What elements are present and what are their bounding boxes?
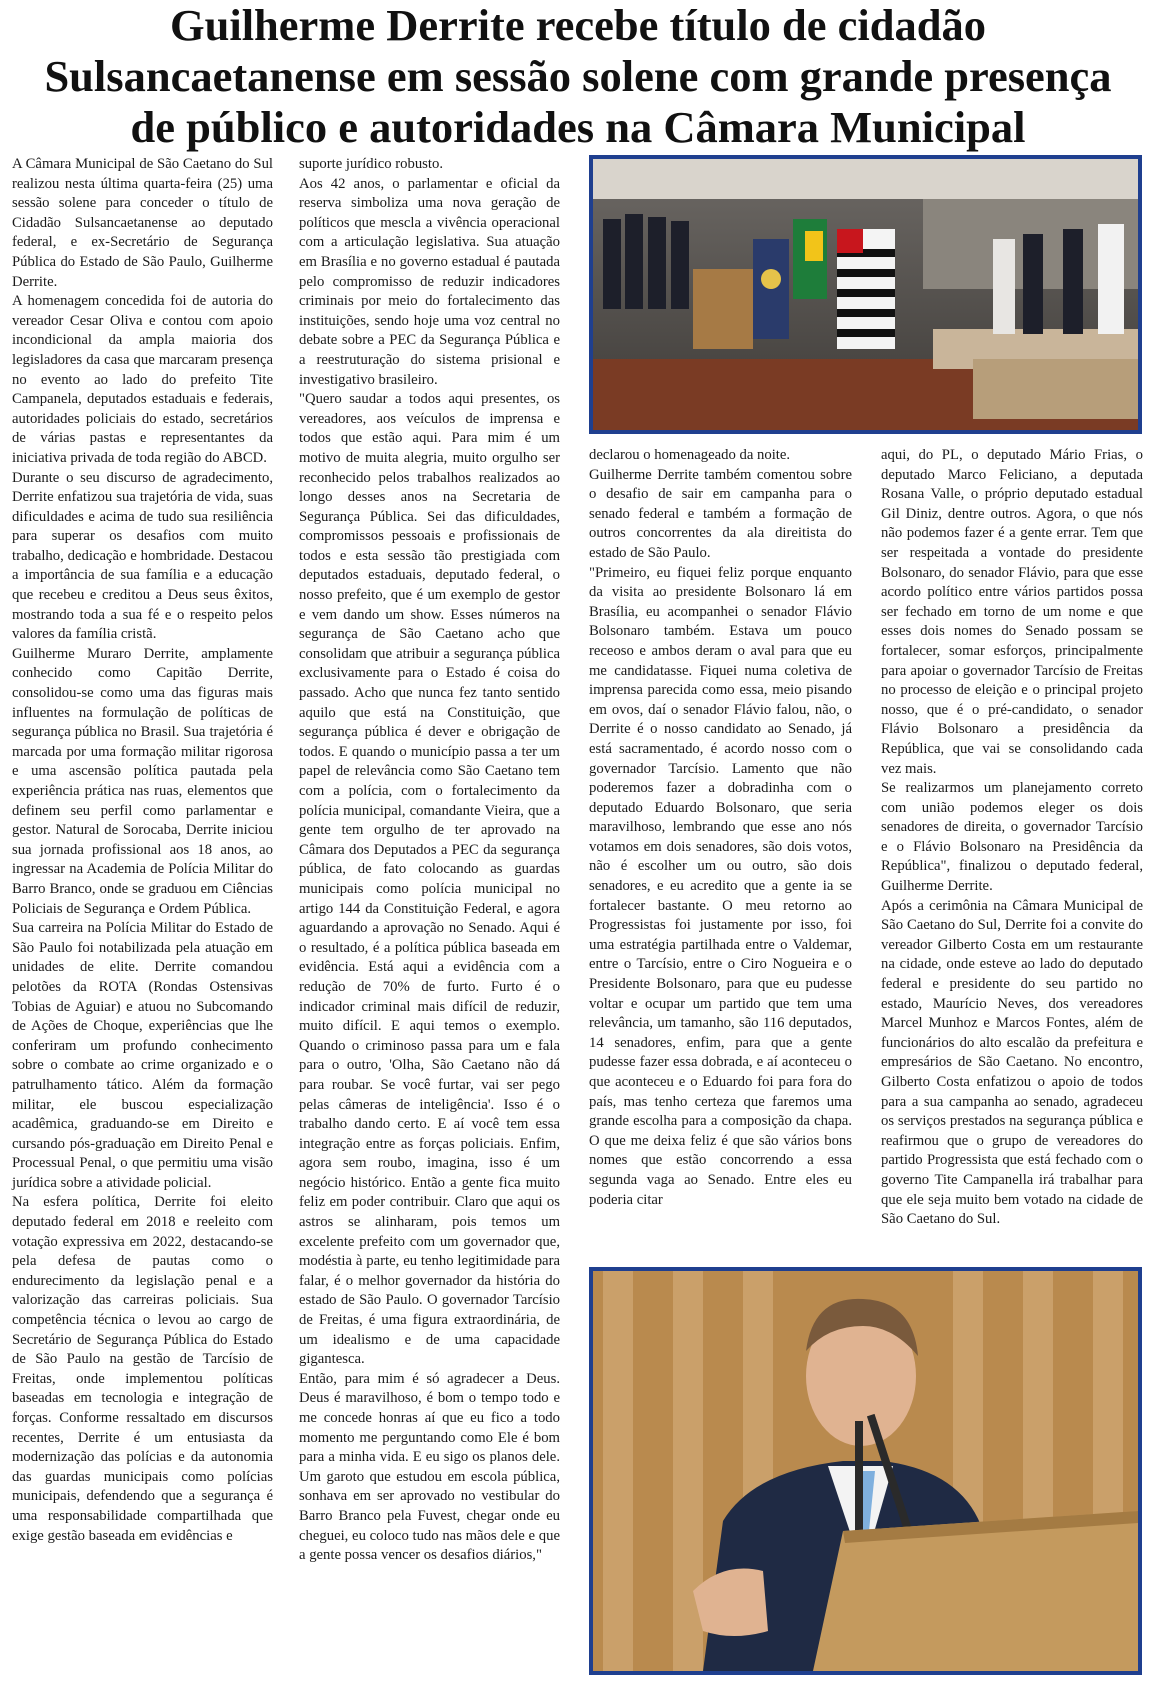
paragraph: Durante o seu discurso de agradecimento, Derrite enfatizou sua trajetória de vida, suas dificuldades e acima de tudo sua resiliência para superar os desafios com muito trabalho, dedicação e hombridade. Destacou a importância de sua família e a educação que recebeu e creditou a Deus seus êxitos, mostrando toda a sua fé e o respeito pelos valores da família cristã. (12, 469, 273, 643)
paragraph: Então, para mim é só agradecer a Deus. Deus é maravilhoso, é bom o tempo todo e me concede honras aí que eu fico a todo momento me perguntando como Ele é bom para a minha vida. E eu sigo os planos dele. Um garoto que estudou em escola pública, sonhava em ser aprovado no vestibular do Barro Branco pela Fuvest, chegar onde eu cheguei, eu coloco tudo nas mãos dele e que a gente possa vencer os desafios diários," (299, 1370, 560, 1564)
paragraph: aqui, do PL, o deputado Mário Frias, o deputado Marco Feliciano, a deputada Rosana Valle, o próprio deputado estadual Gil Diniz, dentre outros. Agora, o que nós não podemos fazer é a gente errar. Tem que ser respeitada a vontade do presidente Bolsonaro, do senador Flávio, para que esse acordo político entre vários partidos possa ser fechado em torno de um nome e que esses dois nomes do Senado possam se fortalecer, somar esforços, principalmente para apoiar o governador Tarcísio de Freitas no processo de eleição e o principal projeto nosso, que é o pré-candidato, o senador Flávio Bolsonaro a presidência da República, que vai se consolidando cada vez mais. (881, 447, 1143, 777)
paragraph: "Quero saudar a todos aqui presentes, os vereadores, aos veículos de imprensa e todos que estão aqui. Para mim é um motivo de muita alegria, muito orgulho ser reconhecido pelos trabalhos realizados ao longo desses anos na Secretaria de Segurança Pública. Sei das dificuldades, compromissos pessoais e profissionais de todos e esta sessão tão prestigiada com deputados estaduais, deputado federal, o nosso prefeito, que é um exemplo de gestor e vem dando um show. Esses números na segurança de São Caetano acho que consolidam que atribuir a segurança pública exclusivamente para o Estado é coisa do passado. Acho que nunca fez tanto sentido aquilo que está na Constituição, que segurança pública é dever e obrigação de todos. E quando o município passa a ter um papel de relevância como São Caetano tem com a polícia, com o fortalecimento da polícia municipal, comandante Vieira, que a gente tem orgulho de ter aprovado na Câmara dos Deputados a PEC da segurança pública, de fato colocando as guardas municipais como polícia municipal no artigo 144 da Constituição Federal, e agora aguardando a aprovação no Senado. Aqui é o resultado, é a política pública baseada em evidência. Está aqui a evidência com a redução de 70% de furto. Furto é o indicador criminal mais difícil de reduzir, muito difícil. E aqui temos o exemplo. Quando o criminoso passa para um e fala para o outro, 'Olha, São Caetano não dá para roubar. Se você furtar, vai ser pego pelas câmeras de inteligência'. Isso é o trabalho dando certo. E aí você tem essa integração entre as forças policiais. Enfim, agora sem roubo, imagina, isso é um negócio histórico. Então a gente fica muito feliz em poder contribuir. Claro que aqui os astros se alinharam, pois temos um excelente prefeito com um governador que, modéstia à parte, eu tenho legitimidade para falar, é o melhor governador da história do estado de São Paulo. O governador Tarcísio de Freitas, é uma figura extraordinária, de um idealismo e de uma capacidade gigantesca. (299, 391, 560, 1368)
headline-line-1: Guilherme Derrite recebe título de cidadão (169, 0, 987, 50)
article-column-4 (881, 446, 1143, 1230)
paragraph: Guilherme Muraro Derrite, amplamente conhecido como Capitão Derrite, consolidou-se como uma das figuras mais influentes na formulação de políticas de segurança pública no Brasil. Sua trajetória é marcada por uma formação militar rigorosa e uma ascensão política pautada pela experiência prática nas ruas, elementos que definem seu perfil como parlamentar e gestor. Natural de Sorocaba, Derrite iniciou sua jornada profissional aos 18 anos, ao ingressar na Academia de Polícia Militar do Barro Branco, onde se graduou em Ciências Policiais de Segurança e Ordem Pública. (12, 645, 273, 917)
paragraph: suporte jurídico robusto. (299, 156, 443, 172)
article-column-2 (299, 155, 560, 1566)
paragraph: Aos 42 anos, o parlamentar e oficial da reserva simboliza uma nova geração de políticos que mescla a vivência operacional com a articulação legislativa. Sua atuação em Brasília e no governo estadual é pautada pelo compromisso de reduzir indicadores criminais por meio do fortalecimento das instituições, sendo hoje uma voz central no debate sobre a PEC da Segurança Pública e a reestruturação do sistema prisional e investigativo brasileiro. (299, 175, 560, 388)
speaker-photo (589, 1267, 1142, 1675)
paragraph: Se realizarmos um planejamento correto com união podemos eleger os dois senadores de direita, o governador Tarcísio e o Flávio Bolsonaro na Presidência da República", finalizou o deputado federal, Guilherme Derrite. (881, 780, 1143, 895)
headline-line-2: Sulsancaetanense em sessão solene com grande presença (44, 51, 1112, 101)
paragraph: A homenagem concedida foi de autoria do vereador Cesar Oliva e contou com apoio incondicional da ampla maioria dos legisladores da casa que marcaram presença no evento ao lado do prefeito Tite Campanela, deputados estaduais e federais, autoridades policiais do estado, secretários de várias pastas e representantes da iniciativa privada de toda região do ABCD. (12, 293, 273, 466)
session-photo (589, 155, 1142, 434)
paragraph: Na esfera política, Derrite foi eleito deputado federal em 2018 e reeleito com votação expressiva em 2022, destacando-se pela defesa de pautas como o endurecimento da legislação penal e a valorização das carreiras policiais. Sua competência técnica o levou ao cargo de Secretário de Segurança Pública do Estado de São Paulo na gestão de Tarcísio de Freitas, onde implementou políticas baseadas em tecnologia e integração de forças. Conforme ressaltado em discursos recentes, Derrite é um entusiasta da modernização das polícias e da autonomia das guardas municipais como polícias municipais, defendendo que a segurança é uma responsabilidade compartilhada que exige gestão baseada em evidências e (12, 1194, 273, 1544)
article-column-1 (12, 155, 273, 1546)
paragraph: Após a cerimônia na Câmara Municipal de São Caetano do Sul, Derrite foi a convite do vereador Gilberto Costa em um restaurante na cidade, onde esteve ao lado do deputado federal e presidente do seu partido no estado, Maurício Neves, dos vereadores Marcel Munhoz e Marcos Fontes, além de funcionários do alto escalão da prefeitura e empresários de São Caetano. No encontro, Gilberto Costa enfatizou o apoio de todos para a sua campanha ao senado, agradeceu os serviços prestados na segurança pública e reafirmou que o grupo de vereadores do partido Progressista que está fechado com o governo Tite Campanella irá trabalhar para que ele seja muito bem votado na cidade de São Caetano do Sul. (881, 897, 1143, 1228)
paragraph: Guilherme Derrite também comentou sobre o desafio de sair em campanha para o senado federal e também a formação de outros concorrentes da ala direitista do estado de São Paulo. (589, 466, 852, 561)
chamber-session-image (593, 159, 1138, 430)
headline-line-3: de público e autoridades na Câmara Municipal (130, 102, 1026, 152)
derrite-speaking-image (593, 1271, 1138, 1671)
paragraph: A Câmara Municipal de São Caetano do Sul realizou nesta última quarta-feira (25) uma sessão solene para conceder o título de Cidadão Sulsancaetanense ao deputado federal, e ex-Secretário de Segurança Pública do Estado de São Paulo, Guilherme Derrite. (12, 156, 273, 290)
article-column-3 (589, 446, 852, 1210)
paragraph: declarou o homenageado da noite. (589, 447, 791, 463)
headline (10, 0, 1146, 153)
paragraph: Sua carreira na Polícia Militar do Estado de São Paulo foi notabilizada pela atuação em unidades de elite. Derrite comandou pelotões da ROTA (Rondas Ostensivas Tobias de Aguiar) e atuou no Subcomando de Ações de Choque, experiências que lhe conferiram um profundo conhecimento sobre o combate ao crime organizado e o patrulhamento tático. Além da formação militar, ele buscou especialização acadêmica, graduando-se em Direito e cursando pós-graduação em Direito Penal e Processual Penal, o que permitiu uma visão jurídica sobre a atividade policial. (12, 920, 273, 1191)
paragraph: "Primeiro, eu fiquei feliz porque enquanto da visita ao presidente Bolsonaro lá em Brasília, eu acompanhei o senador Flávio Bolsonaro também. Estava um pouco receoso e ambos deram o aval para que eu me candidatasse. Fiquei numa coletiva de imprensa parecida como essa, meio pisando em ovos, daí o senador Flávio falou, não, o Derrite é o nosso candidato ao Senado, já está sacramentado, é acordo nosso com o governador Tarcísio. Lamento que não poderemos fazer a dobradinha com o deputado Eduardo Bolsonaro, que seria maravilhoso, lembrando que esse ano nós votamos em dois senadores, são dois votos, não é escolher um ou outro, são dois senadores, e eu acredito que a gente ia se fortalecer bastante. O meu retorno ao Progressistas foi justamente por isso, foi uma estratégia partilhada entre o Valdemar, entre o Tarcísio, entre o Ciro Nogueira e o Presidente Bolsonaro, para que eu pudesse voltar e ocupar um partido que tem uma relevância, um tamanho, são 116 deputados, 14 senadores, enfim, para que a gente pudesse fazer essa dobrada, e aí aconteceu o que aconteceu e o Eduardo foi para fora do país, mas tenho certeza que faremos uma grande escolha para a composição da chapa. O que me deixa feliz é que são vários bons nomes que estão concorrendo a essa segunda vaga ao Senado. Entre eles eu poderia citar (589, 564, 852, 1208)
